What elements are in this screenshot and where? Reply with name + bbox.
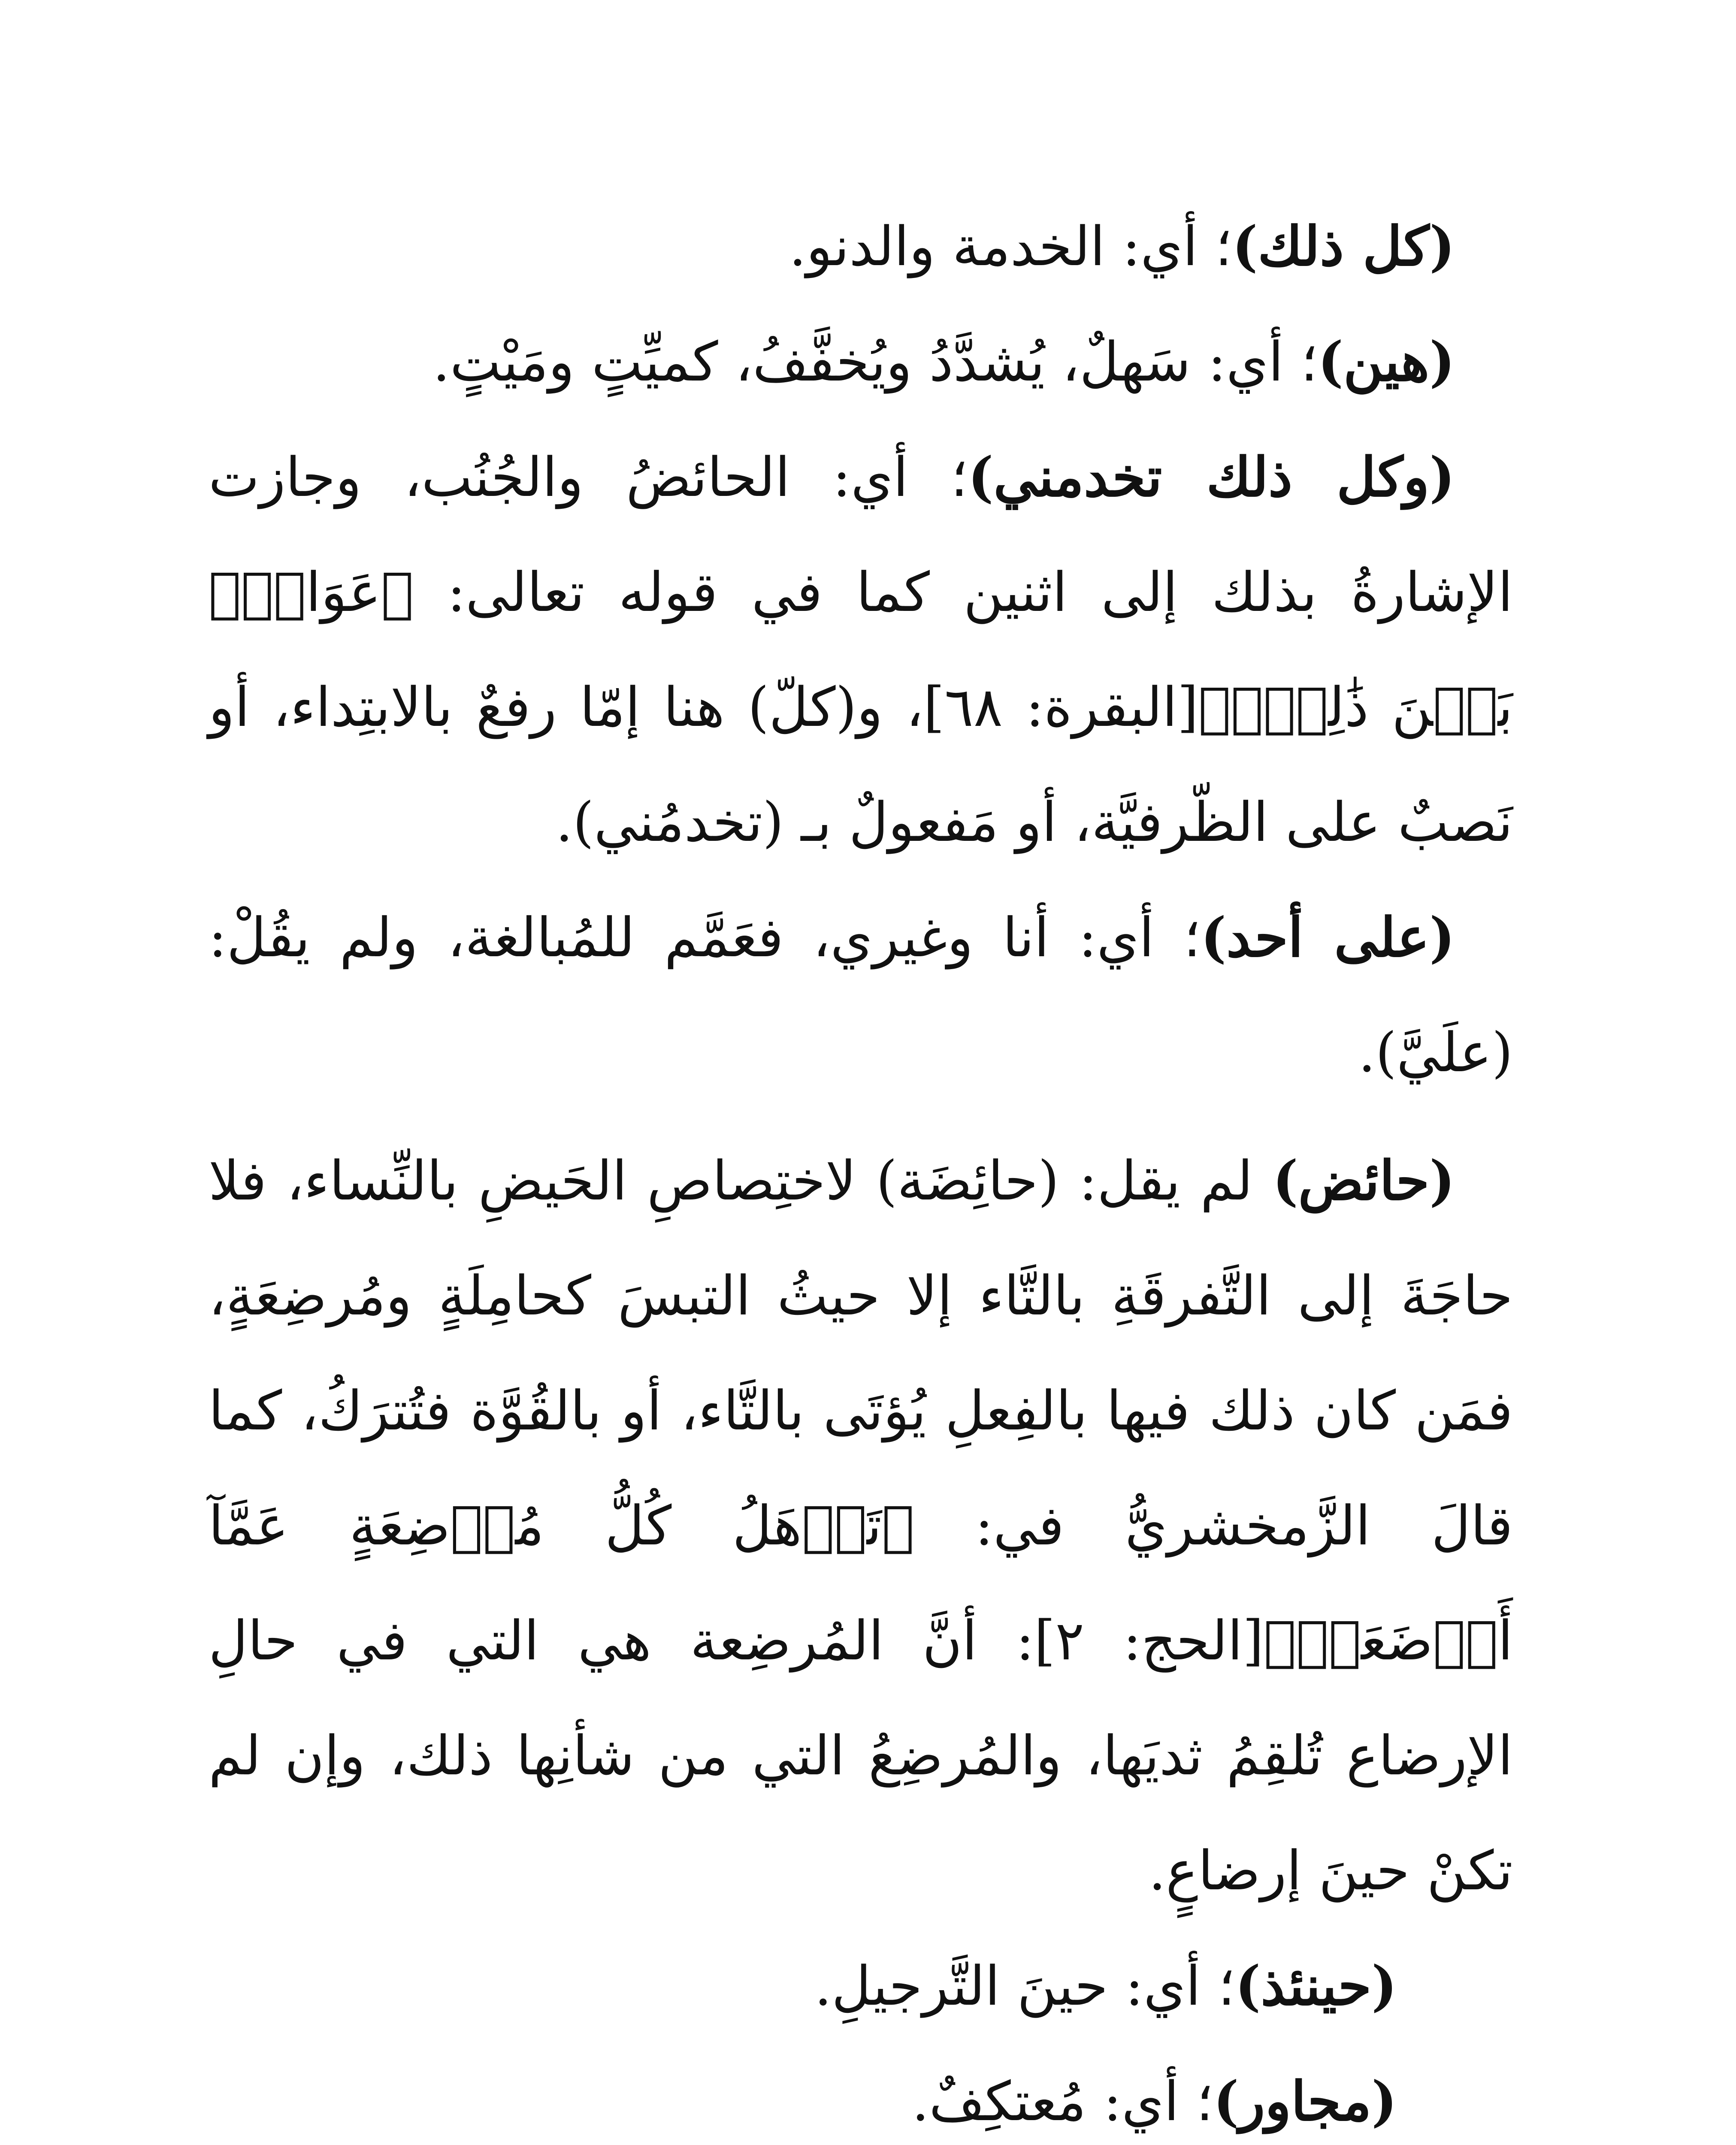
commentary-paragraph	[209, 880, 1513, 1110]
commentary-paragraph	[209, 420, 1513, 880]
commentary-paragraph	[209, 2044, 1513, 2145]
lemma-term: (كل ذلك)	[1232, 214, 1455, 278]
lemma-term: (مجاور)	[1213, 2069, 1397, 2133]
lemma-term: (حينئذ)	[1235, 1954, 1397, 2018]
commentary-paragraph	[209, 1123, 1513, 1928]
lemma-term: (على أحد)	[1201, 906, 1455, 969]
commentary-paragraph	[209, 304, 1513, 420]
lemma-term: (حائض)	[1273, 1149, 1455, 1212]
commentary-paragraph	[209, 189, 1513, 304]
paragraph-text: ؛ أي: الحائضُ والجُنُب، وجازت الإشارةُ بذلك إلى اثنين كما في قوله تعالى: ﴿عَوَانٌۢ بَيۡنَ ذَٰلِكَۖ﴾[البقرة: ٦٨]، و(كلّ) هنا إمّا رفعٌ بالابتِداء، أو نَصبٌ على الظّرفيَّة، أو مَفعولٌ بـ (تخدمُني).	[209, 446, 1513, 854]
paragraph-text: لم يقل: (حائِضَة) لاختِصاصِ الحَيضِ بالنِّساء، فلا حاجَةَ إلى التَّفرقَةِ بالتَّاء إلا حيثُ التبسَ كحامِلَةٍ ومُرضِعَةٍ، فمَن كان ذلك فيها بالفِعلِ يُؤتَى بالتَّاء، أو بالقُوَّة فتُترَكُ، كما قالَ الزَّمخشريُّ في: ﴿تَذۡهَلُ كُلُّ مُرۡضِعَةٍ عَمَّآ أَرۡضَعَتۡ﴾[الحج: ٢]: أنَّ المُرضِعة هي التي في حالِ الإرضاع تُلقِمُ ثديَها، والمُرضِعُ التي من شأنِها ذلك، وإن لم تكنْ حينَ إرضاعٍ.	[209, 1149, 1513, 1902]
paragraph-text: ؛ أي: أنا وغيري، فعَمَّم للمُبالغة، ولم يقُلْ: (علَيَّ).	[209, 906, 1513, 1084]
paragraph-text: ؛ أي: الخدمة والدنو.	[789, 215, 1232, 278]
lemma-term: (وكل ذلك تخدمني)	[968, 445, 1455, 509]
paragraph-text: ؛ أي: سَهلٌ، يُشدَّدُ ويُخفَّفُ، كميِّتٍ ومَيْتٍ.	[432, 330, 1318, 393]
commentary-text-block	[209, 189, 1513, 2145]
paragraph-text: ؛ أي: حينَ التَّرجيلِ.	[814, 1955, 1235, 2018]
lemma-term: (هين)	[1318, 330, 1455, 393]
paragraph-text: ؛ أي: مُعتكِفٌ.	[912, 2070, 1213, 2133]
commentary-paragraph	[209, 1928, 1513, 2044]
